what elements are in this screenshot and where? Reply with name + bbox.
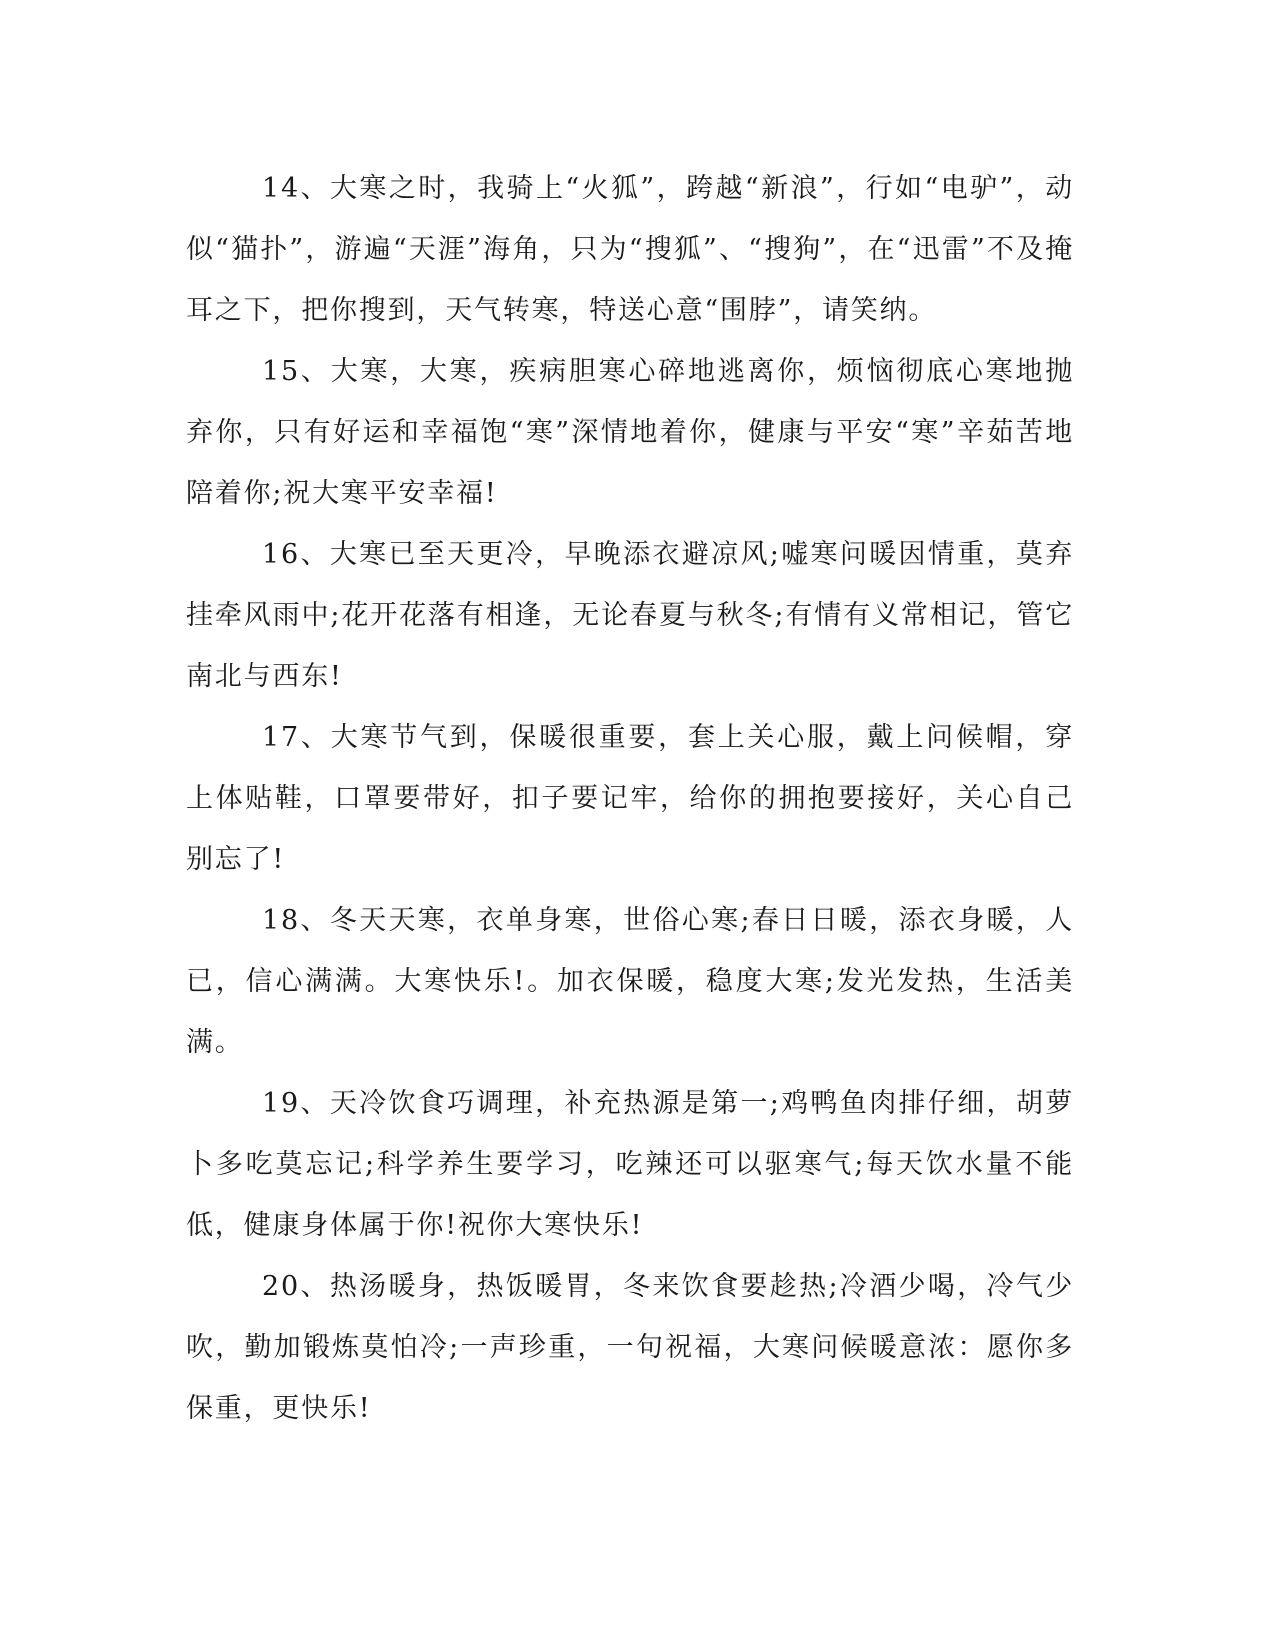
paragraph-19: 19、天冷饮食巧调理，补充热源是第一;鸡鸭鱼肉排仔细，胡萝卜多吃莫忘记;科学养生要学习，吃辣还可以驱寒气;每天饮水量不能低，健康身体属于你!祝你大寒快乐!: [186, 1088, 1074, 1241]
paragraph-20: 20、热汤暖身，热饭暖胃，冬来饮食要趁热;冷酒少喝，冷气少吹，勤加锻炼莫怕冷;一声珍重，一句祝福，大寒问候暖意浓：愿你多保重，更快乐!: [186, 1271, 1074, 1424]
paragraph-16: 16、大寒已至天更冷，早晚添衣避凉风;嘘寒问暖因情重，莫弃挂牵风雨中;花开花落有相逢，无论春夏与秋冬;有情有义常相记，管它南北与西东!: [186, 539, 1074, 692]
paragraph-17: 17、大寒节气到，保暖很重要，套上关心服，戴上问候帽，穿上体贴鞋，口罩要带好，扣子要记牢，给你的拥抱要接好，关心自己别忘了!: [186, 722, 1074, 875]
paragraph-18: 18、冬天天寒，衣单身寒，世俗心寒;春日日暖，添衣身暖，人已，信心满满。大寒快乐!。加衣保暖，稳度大寒;发光发热，生活美满。: [186, 905, 1074, 1058]
document-page: [186, 158, 1074, 1439]
paragraph-15: 15、大寒，大寒，疾病胆寒心碎地逃离你，烦恼彻底心寒地抛弃你，只有好运和幸福饱“寒”深情地着你，健康与平安“寒”辛茹苦地陪着你;祝大寒平安幸福!: [186, 356, 1074, 509]
paragraph-14: 14、大寒之时，我骑上“火狐”，跨越“新浪”，行如“电驴”，动似“猫扑”，游遍“天涯”海角，只为“搜狐”、“搜狗”，在“迅雷”不及掩耳之下，把你搜到，天气转寒，特送心意“围脖”，请笑纳。: [186, 173, 1074, 326]
